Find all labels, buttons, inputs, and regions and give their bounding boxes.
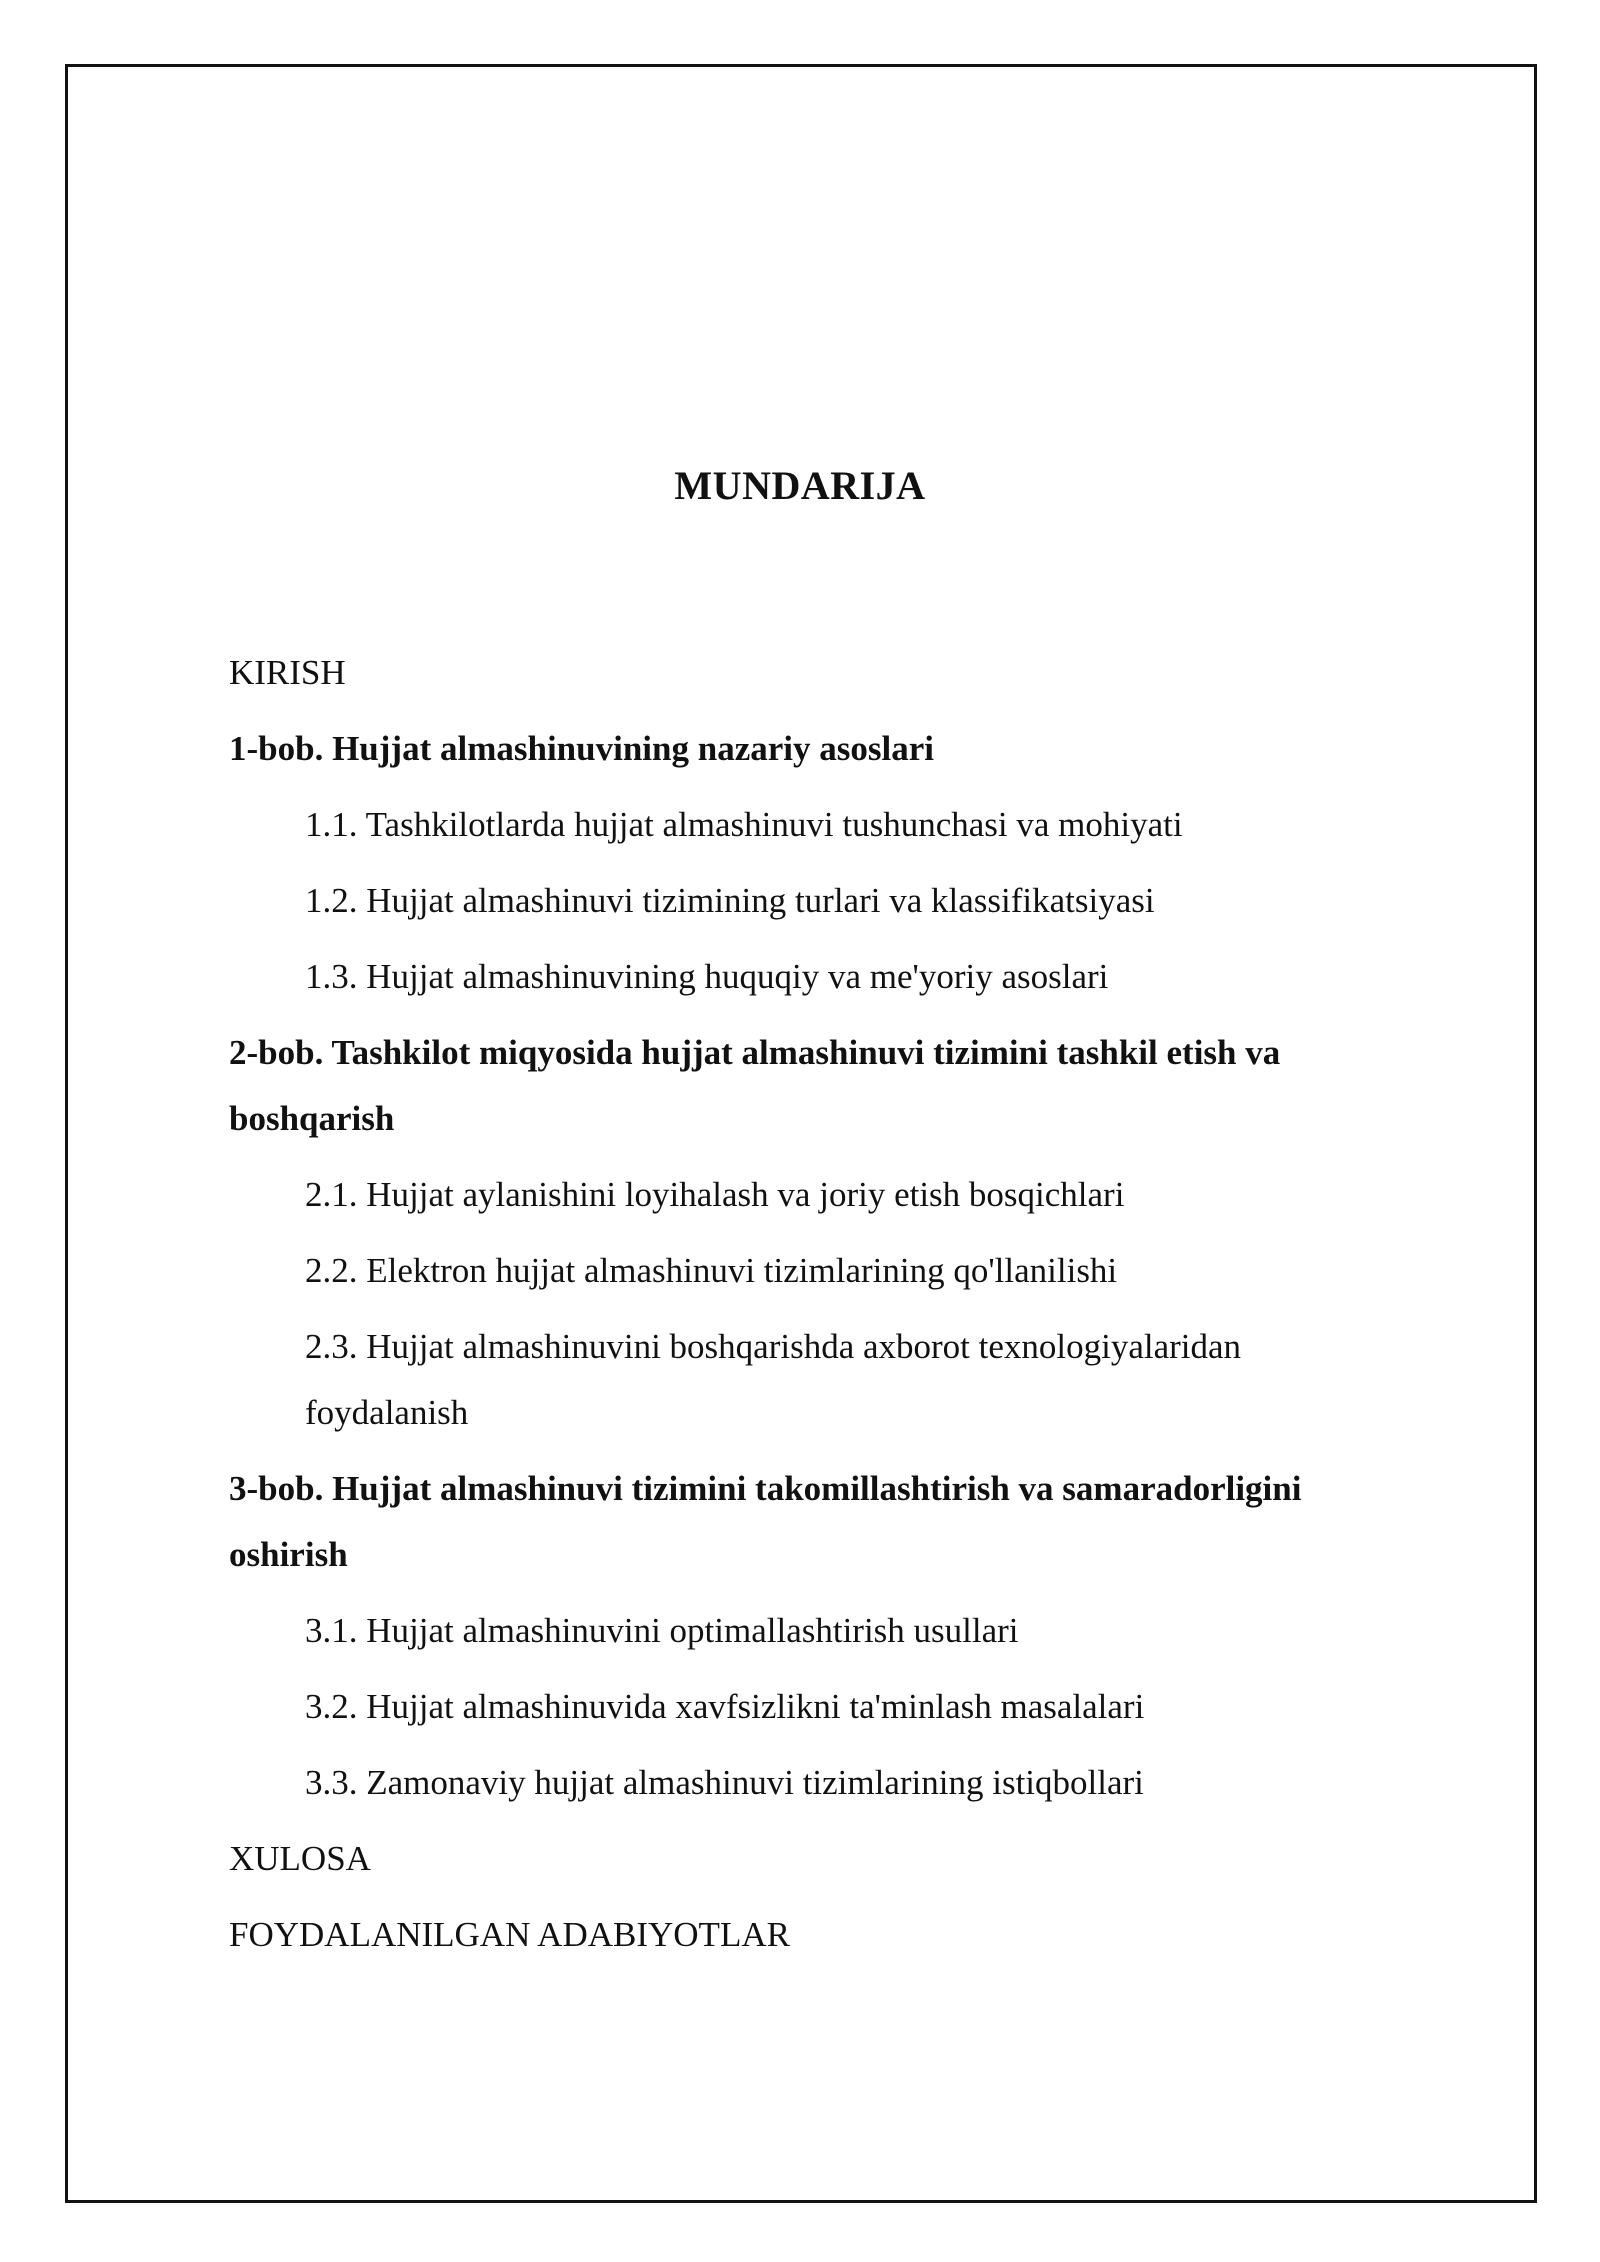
toc-entry-conclusion: XULOSA	[229, 1839, 371, 1878]
toc-chapter-3: 3-bob. Hujjat almashinuvi tizimini takomillashtirish va samaradorligini oshirish	[229, 1469, 1302, 1574]
toc-section-2-2: 2.2. Elektron hujjat almashinuvi tizimlarining qo'llanilishi	[305, 1251, 1118, 1290]
toc-section-2-1: 2.1. Hujjat aylanishini loyihalash va joriy etish bosqichlari	[305, 1175, 1125, 1214]
toc-section-3-2: 3.2. Hujjat almashinuvida xavfsizlikni ta'minlash masalalari	[305, 1687, 1145, 1726]
toc-section-1-3: 1.3. Hujjat almashinuvining huquqiy va me'yoriy asoslari	[305, 957, 1109, 996]
toc-entry-references: FOYDALANILGAN ADABIYOTLAR	[229, 1915, 790, 1954]
toc-section-3-3: 3.3. Zamonaviy hujjat almashinuvi tizimlarining istiqbollari	[305, 1763, 1144, 1802]
toc-section-3-1: 3.1. Hujjat almashinuvini optimallashtirish usullari	[305, 1611, 1019, 1650]
toc-chapter-1: 1-bob. Hujjat almashinuvining nazariy asoslari	[229, 729, 934, 768]
toc-entry-intro: KIRISH	[229, 653, 346, 692]
toc-section-2-3: 2.3. Hujjat almashinuvini boshqarishda axborot texnologiyalaridan foydalanish	[305, 1327, 1242, 1432]
table-of-contents	[229, 640, 1399, 1978]
page-title: MUNDARIJA	[674, 463, 926, 508]
toc-chapter-2: 2-bob. Tashkilot miqyosida hujjat almashinuvi tizimini tashkil etish va boshqarish	[229, 1033, 1281, 1138]
toc-section-1-2: 1.2. Hujjat almashinuvi tizimining turlari va klassifikatsiyasi	[305, 881, 1155, 920]
toc-section-1-1: 1.1. Tashkilotlarda hujjat almashinuvi tushunchasi va mohiyati	[305, 805, 1183, 844]
